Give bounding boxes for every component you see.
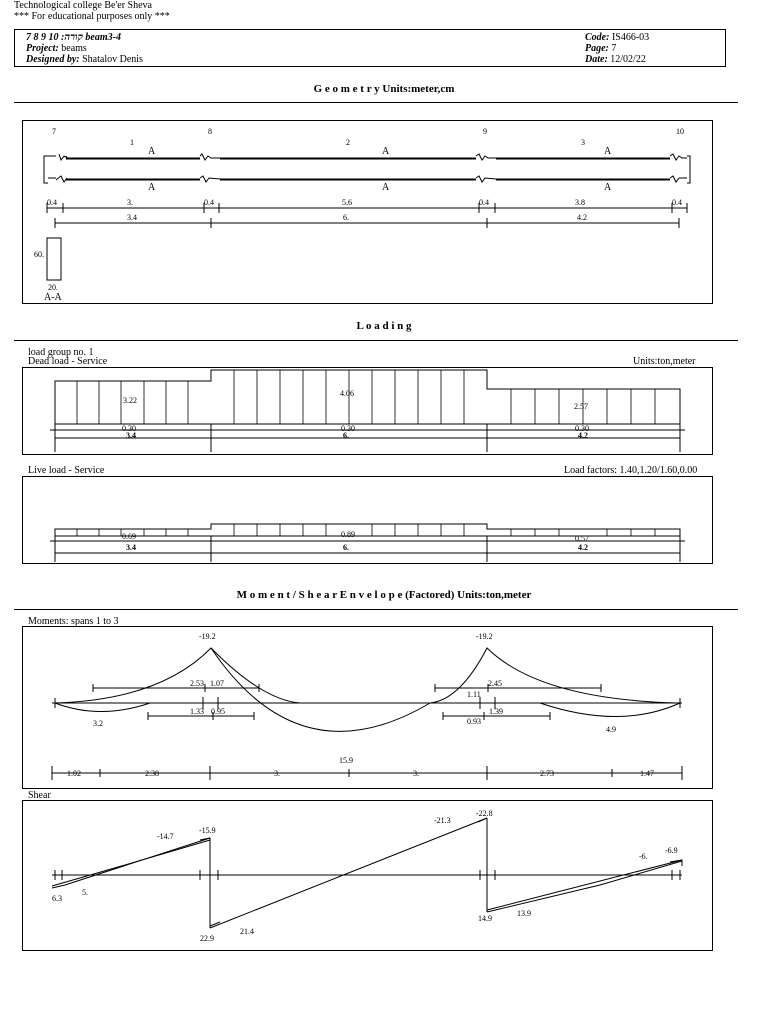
- moments-title: Moments: spans 1 to 3: [28, 616, 119, 627]
- shear-label: -22.8: [476, 809, 493, 818]
- shear-label: -14.7: [157, 832, 174, 841]
- divider: [14, 609, 738, 610]
- shear-label: 22.9: [200, 934, 214, 943]
- clear-span: 3.: [127, 198, 133, 207]
- load-span-length: 6.: [343, 431, 349, 440]
- dead-load-value: 2.57: [574, 402, 588, 411]
- moment-label: 2.45: [488, 679, 502, 688]
- moment-dim: 1.02: [67, 769, 81, 778]
- live-load-title: Live load - Service: [28, 465, 105, 476]
- load-group: load group no. 1: [28, 347, 94, 358]
- shear-label: -21.3: [434, 816, 451, 825]
- project-row: [26, 43, 87, 54]
- span-length: 6.: [343, 213, 349, 222]
- shear-label: -6.9: [665, 846, 678, 855]
- moment-panel: [22, 626, 713, 789]
- code-row: [585, 32, 649, 43]
- node-label: 7: [52, 127, 56, 136]
- date-label: Date:: [585, 54, 608, 65]
- shear-label: 6.3: [52, 894, 62, 903]
- live-load-value: 0.57: [575, 534, 589, 543]
- support-width: 0.4: [672, 198, 682, 207]
- moment-label: -19.2: [476, 632, 493, 641]
- node-label: 9: [483, 127, 487, 136]
- moment-label: 1.11: [467, 690, 481, 699]
- code-label: Code:: [585, 32, 610, 43]
- moment-label: 3.2: [93, 719, 103, 728]
- rebar-mark: A: [148, 182, 156, 193]
- span-label: 1: [130, 138, 134, 147]
- load-span-length: 3.4: [126, 543, 136, 552]
- live-load-value: 0.69: [122, 532, 136, 541]
- project-label: Project:: [26, 43, 59, 54]
- project-value: beams: [61, 43, 87, 54]
- page-label: Page:: [585, 43, 609, 54]
- moment-dim: 3.: [274, 769, 280, 778]
- envelope-heading: M o m e n t / S h e a r E n v e l o p e (Factored) Units:ton,meter: [236, 589, 532, 601]
- date-row: [585, 54, 646, 65]
- moment-dim: 1.47: [640, 769, 654, 778]
- load-span-length: 4.2: [578, 431, 588, 440]
- units-label: Units:ton,meter: [633, 356, 696, 367]
- code-value: IS466-03: [611, 32, 650, 43]
- dead-load-value: 3.22: [123, 396, 137, 405]
- page-value: 7: [611, 43, 617, 54]
- dead-load-panel: [22, 367, 713, 455]
- shear-title: Shear: [28, 790, 51, 801]
- divider: [14, 340, 738, 341]
- support-width: 0.4: [47, 198, 57, 207]
- span-length: 3.4: [127, 213, 137, 222]
- moment-label: 1.07: [210, 679, 224, 688]
- shear-label: 14.9: [478, 914, 492, 923]
- section-height: 60.: [34, 250, 44, 259]
- moment-label: 4.9: [606, 725, 616, 734]
- clear-span: 5.6: [342, 198, 352, 207]
- edu-note: *** For educational purposes only ***: [14, 11, 170, 22]
- rebar-mark: A: [148, 146, 156, 157]
- date-value: 12/02/22: [610, 54, 646, 65]
- load-span-length: 3.4: [126, 431, 136, 440]
- page-row: [585, 43, 616, 54]
- loading-heading: L o a d i n g: [356, 320, 412, 332]
- dead-self-weight: 0.30: [575, 424, 589, 433]
- beam-title: 7 8 9 10 :קורה beam3-4: [26, 32, 121, 43]
- moment-label: 1.39: [489, 707, 503, 716]
- live-load-value: 0.89: [341, 530, 355, 539]
- rebar-mark: A: [382, 182, 390, 193]
- rebar-mark: A: [604, 182, 612, 193]
- section-label: A-A: [44, 292, 62, 303]
- geometry-heading: G e o m e t r y Units:meter,cm: [313, 83, 455, 95]
- shear-label: -15.9: [199, 826, 216, 835]
- designer-label: Designed by:: [26, 54, 80, 65]
- dead-load-title: Dead load - Service: [28, 356, 108, 367]
- rebar-mark: A: [382, 146, 390, 157]
- moment-dim: 3.: [413, 769, 419, 778]
- moment-label: 15.9: [339, 756, 353, 765]
- shear-label: 5.: [82, 888, 88, 897]
- moment-label: -19.2: [199, 632, 216, 641]
- span-label: 2: [346, 138, 350, 147]
- moment-label: 0.95: [211, 707, 225, 716]
- support-width: 0.4: [204, 198, 214, 207]
- rebar-mark: A: [604, 146, 612, 157]
- moment-dim: 2.73: [540, 769, 554, 778]
- moment-label: 2.53: [190, 679, 204, 688]
- designer-row: [26, 54, 143, 65]
- moment-label: 1.33: [190, 707, 204, 716]
- load-span-length: 6.: [343, 543, 349, 552]
- clear-span: 3.8: [575, 198, 585, 207]
- dead-self-weight: 0.30: [341, 424, 355, 433]
- shear-panel: [22, 800, 713, 951]
- moment-label: 0.93: [467, 717, 481, 726]
- span-length: 4.2: [577, 213, 587, 222]
- support-width: 0.4: [479, 198, 489, 207]
- dead-self-weight: 0.30: [122, 424, 136, 433]
- dead-load-value: 4.06: [340, 389, 354, 398]
- shear-label: 21.4: [240, 927, 254, 936]
- section-width: 20.: [48, 283, 58, 292]
- moment-dim: 2.38: [145, 769, 159, 778]
- load-span-length: 4.2: [578, 543, 588, 552]
- span-label: 3: [581, 138, 585, 147]
- shear-label: -6.: [639, 852, 648, 861]
- divider: [14, 102, 738, 103]
- college-name: Technological college Be'er Sheva: [14, 0, 152, 11]
- shear-label: 13.9: [517, 909, 531, 918]
- node-label: 8: [208, 127, 212, 136]
- designer-value: Shatalov Denis: [82, 54, 143, 65]
- node-label: 10: [676, 127, 684, 136]
- load-factors: Load factors: 1.40,1.20/1.60,0.00: [564, 465, 698, 476]
